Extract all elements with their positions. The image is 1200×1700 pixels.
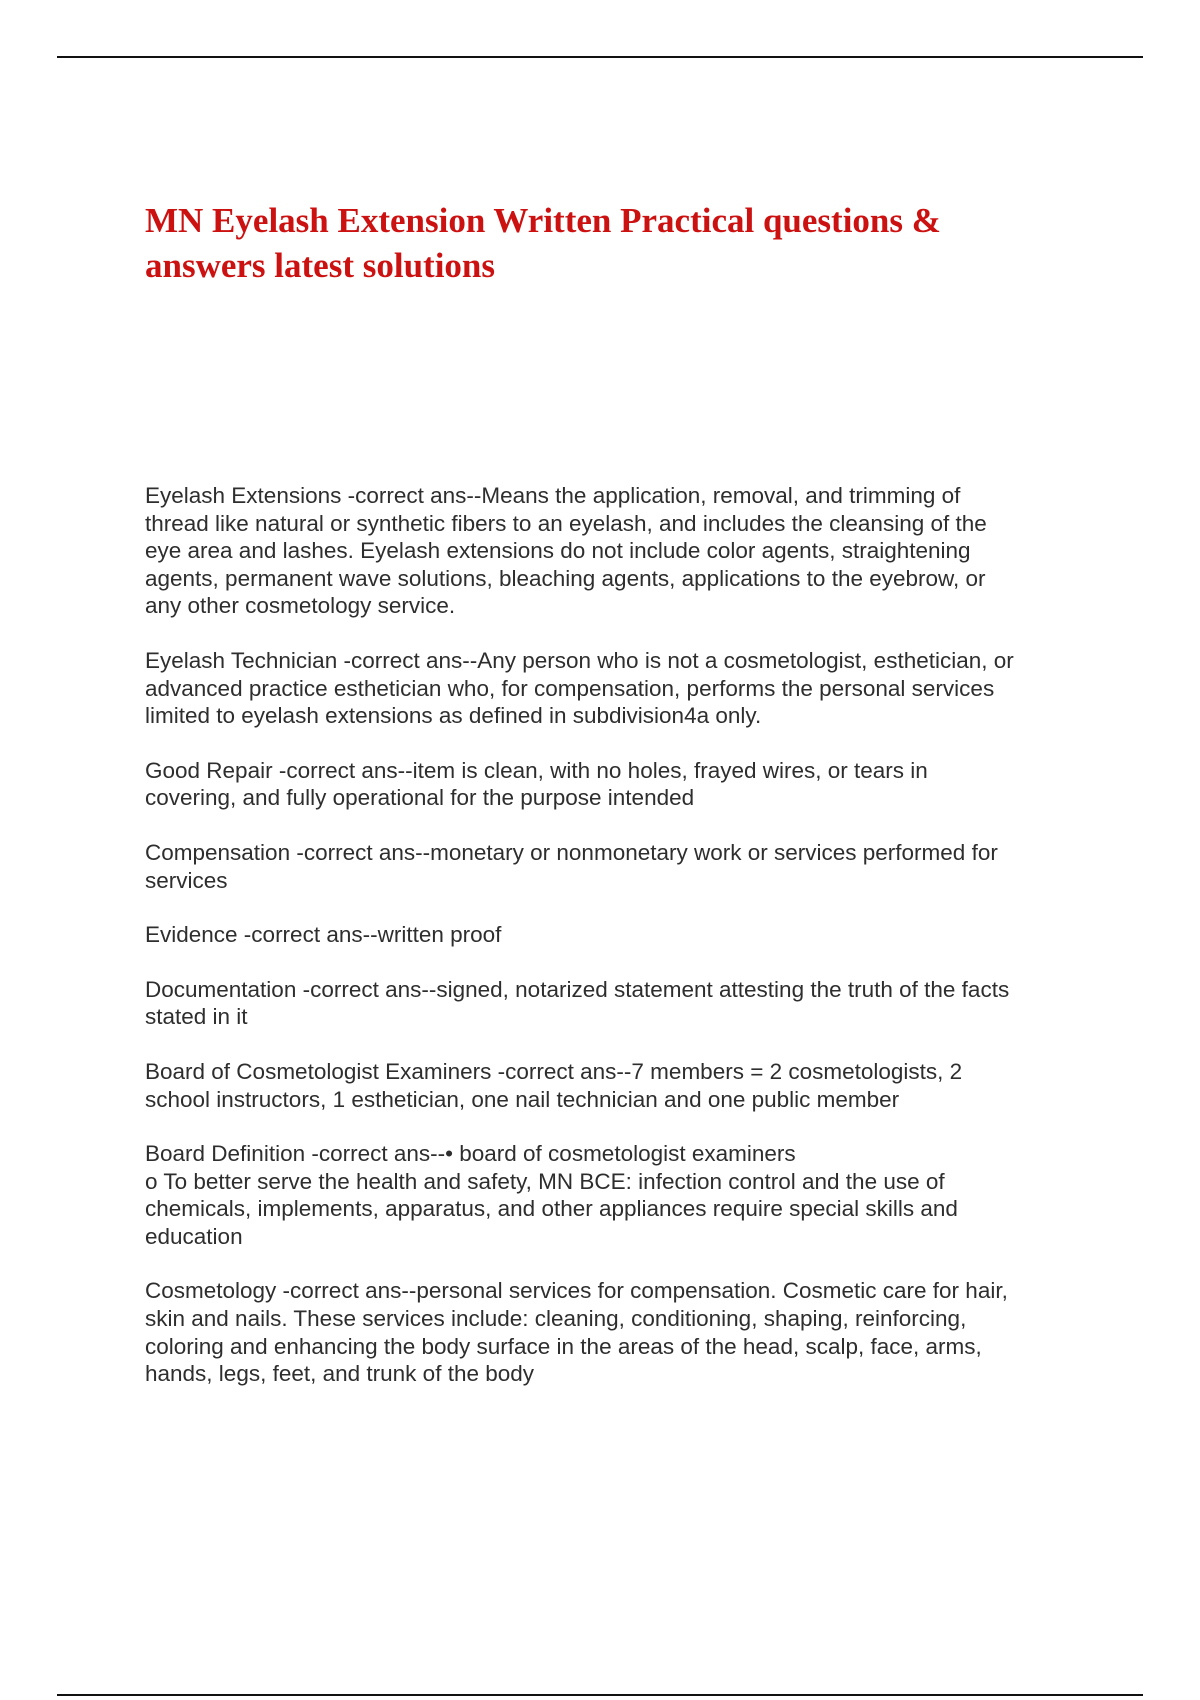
- entry-line: o To better serve the health and safety, MN BCE: infection control and the use of: [145, 1168, 945, 1194]
- entry-line: Good Repair -correct ans--item is clean, with no holes, frayed wires, or tears in: [145, 757, 928, 783]
- entry-line: chemicals, implements, apparatus, and other appliances require special skills and: [145, 1196, 958, 1222]
- entry-line: stated in it: [145, 1004, 248, 1030]
- footer-rule: [57, 1694, 1143, 1696]
- qa-entry-board-of-cosmetologist-examiners: [145, 1058, 1090, 1113]
- qa-entry-cosmetology: [145, 1277, 1090, 1387]
- document-title: [145, 198, 1095, 288]
- title-line: answers latest solutions: [145, 246, 496, 285]
- entry-line: Eyelash Extensions -correct ans--Means the application, removal, and trimming of: [145, 483, 961, 508]
- entry-line: Cosmetology -correct ans--personal services for compensation. Cosmetic care for hair,: [145, 1278, 1008, 1304]
- qa-entry-compensation: [145, 839, 1090, 894]
- entry-line: Board Definition -correct ans--• board of cosmetologist examiners: [145, 1141, 796, 1167]
- entry-line: limited to eyelash extensions as defined in subdivision4a only.: [145, 703, 762, 729]
- entry-line: skin and nails. These services include: cleaning, conditioning, shaping, reinforcing,: [145, 1306, 967, 1332]
- entry-line: services: [145, 867, 228, 893]
- qa-entry-eyelash-technician: [145, 647, 1090, 730]
- entry-line: Compensation -correct ans--monetary or nonmonetary work or services performed for: [145, 839, 998, 865]
- qa-entry-evidence: [145, 921, 1090, 949]
- qa-entry-eyelash-extensions: [145, 482, 1090, 620]
- qa-entries: [145, 482, 1090, 1415]
- title-line: MN Eyelash Extension Written Practical questions &: [145, 201, 941, 240]
- entry-line: Documentation -correct ans--signed, notarized statement attesting the truth of the facts: [145, 976, 1010, 1002]
- entry-line: advanced practice esthetician who, for compensation, performs the personal services: [145, 675, 995, 701]
- entry-line: Board of Cosmetologist Examiners -correct ans--7 members = 2 cosmetologists, 2: [145, 1058, 963, 1084]
- entry-line: Eyelash Technician -correct ans--Any person who is not a cosmetologist, esthetician, or: [145, 647, 1014, 673]
- entry-line: school instructors, 1 esthetician, one nail technician and one public member: [145, 1086, 900, 1112]
- entry-line: eye area and lashes. Eyelash extensions do not include color agents, straightening: [145, 538, 971, 564]
- entry-line: any other cosmetology service.: [145, 593, 456, 619]
- entry-line: thread like natural or synthetic fibers to an eyelash, and includes the cleansing of the: [145, 510, 987, 536]
- qa-entry-good-repair: [145, 757, 1090, 812]
- entry-line: coloring and enhancing the body surface in the areas of the head, scalp, face, arms,: [145, 1333, 982, 1359]
- entry-line: education: [145, 1223, 243, 1249]
- entry-line: agents, permanent wave solutions, bleaching agents, applications to the eyebrow, or: [145, 565, 986, 591]
- qa-entry-board-definition: [145, 1140, 1090, 1250]
- header-rule: [57, 56, 1143, 58]
- qa-entry-documentation: [145, 976, 1090, 1031]
- entry-line: Evidence -correct ans--written proof: [145, 922, 502, 948]
- entry-line: hands, legs, feet, and trunk of the body: [145, 1361, 535, 1387]
- entry-line: covering, and fully operational for the purpose intended: [145, 785, 695, 811]
